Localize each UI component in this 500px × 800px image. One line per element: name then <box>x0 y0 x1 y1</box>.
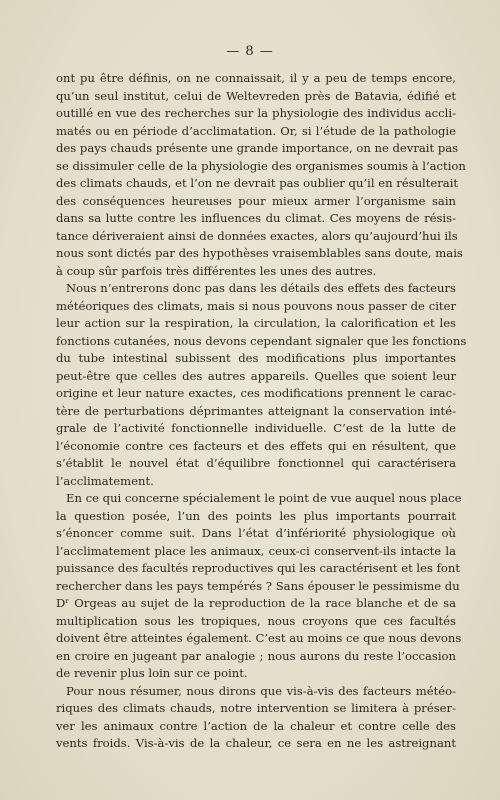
text-line: ver les animaux contre l’action de la chaleur et contre celle des <box>56 718 456 733</box>
text-line: peut-être que celles des autres appareils. Quelles que soient leur <box>56 368 456 383</box>
text-line: à coup sûr parfois très différentes les unes des autres. <box>56 263 377 278</box>
text-line: outillé en vue des recherches sur la physiologie des individus accli- <box>56 106 456 120</box>
text-line: de revenir plus loin sur ce point. <box>56 666 248 680</box>
text-line: Dʳ Orgeas au sujet de la reproduction de la race blanche et de sa <box>56 596 456 610</box>
text-line: dans sa lutte contre les influences du climat. Ces moyens de résis- <box>56 211 456 225</box>
text-line: En ce qui concerne spécialement le point de vue auquel nous place <box>66 491 462 505</box>
text-line: l’acclimatement place les animaux, ceux-ci conservent-ils intacte la <box>56 543 456 558</box>
text-line: puissance des facultés reproductives qui les caractérisent et les font <box>56 561 461 575</box>
text-line: Pour nous résumer, nous dirons que vis-à-vis des facteurs météo- <box>66 683 456 698</box>
text-line: Nous n’entrerons donc pas dans les détails des effets des facteurs <box>66 281 456 295</box>
page-number: — 8 — <box>226 44 274 59</box>
text-line: fonctions cutanées, nous devons cependant signaler que les fonctions <box>56 333 467 348</box>
text-line: des climats chauds, et l’on ne devrait pas oublier qu’il en résulterait <box>56 176 459 190</box>
text-line: multiplication sous les tropiques, nous croyons que ces facultés <box>56 613 456 628</box>
text-line: riques des climats chauds, notre intervention se limitera à préser- <box>56 701 456 715</box>
text-line: tère de perturbations déprimantes atteignant la conservation inté- <box>56 403 456 418</box>
text-line: origine et leur nature exactes, ces modifications prennent le carac- <box>56 386 456 400</box>
text-line: s’établit le nouvel état d’équilibre fonctionnel qui caractérisera <box>56 456 456 470</box>
paragraph <box>56 70 466 280</box>
text-line: nous sont dictés par des hypothèses vraisemblables sans doute, mais <box>56 246 463 260</box>
text-line: en croire en jugeant par analogie ; nous aurons du reste l’occasion <box>56 648 456 663</box>
text-line: qu’un seul institut, celui de Weltevreden près de Batavia, édifié et <box>56 88 456 103</box>
text-line: leur action sur la respiration, la circulation, la calorification et les <box>56 316 456 330</box>
text-line: des conséquences heureuses pour mieux armer l’organisme sain <box>56 193 456 208</box>
body-text <box>56 70 467 753</box>
text-line: vents froids. Vis-à-vis de la chaleur, ce sera en ne les astreignant <box>56 736 456 750</box>
paragraph <box>56 683 456 753</box>
paragraph <box>56 490 462 683</box>
text-line: météoriques des climats, mais si nous pouvons nous passer de citer <box>56 298 456 313</box>
text-line: tance dériveraient ainsi de données exactes, alors qu’aujourd’hui ils <box>56 228 458 243</box>
text-line: s’énoncer comme suit. Dans l’état d’infériorité physiologique où <box>56 526 456 540</box>
text-line: doivent être atteintes également. C’est au moins ce que nous devons <box>56 631 462 645</box>
text-line: des pays chauds présente une grande importance, on ne devrait pas <box>56 141 459 155</box>
text-line: matés ou en période d’acclimatation. Or, si l’étude de la pathologie <box>56 123 456 138</box>
text-line: ont pu être définis, on ne connaissait, il y a peu de temps encore, <box>56 71 456 85</box>
paragraph <box>56 280 467 490</box>
text-line: grale de l’activité fonctionnelle individuelle. C’est de la lutte de <box>56 421 456 435</box>
text-line: la question posée, l’un des points les plus importants pourrait <box>56 508 456 523</box>
text-line: rechercher dans les pays tempérés ? Sans épouser le pessimisme du <box>56 578 460 593</box>
text-line: l’économie contre ces facteurs et des effets qui en résultent, que <box>56 438 456 453</box>
text-line: se dissimuler celle de la physiologie des organismes soumis à l’action <box>56 158 466 173</box>
text-line: l’acclimatement. <box>56 473 154 488</box>
text-line: du tube intestinal subissent des modifications plus importantes <box>56 351 456 365</box>
